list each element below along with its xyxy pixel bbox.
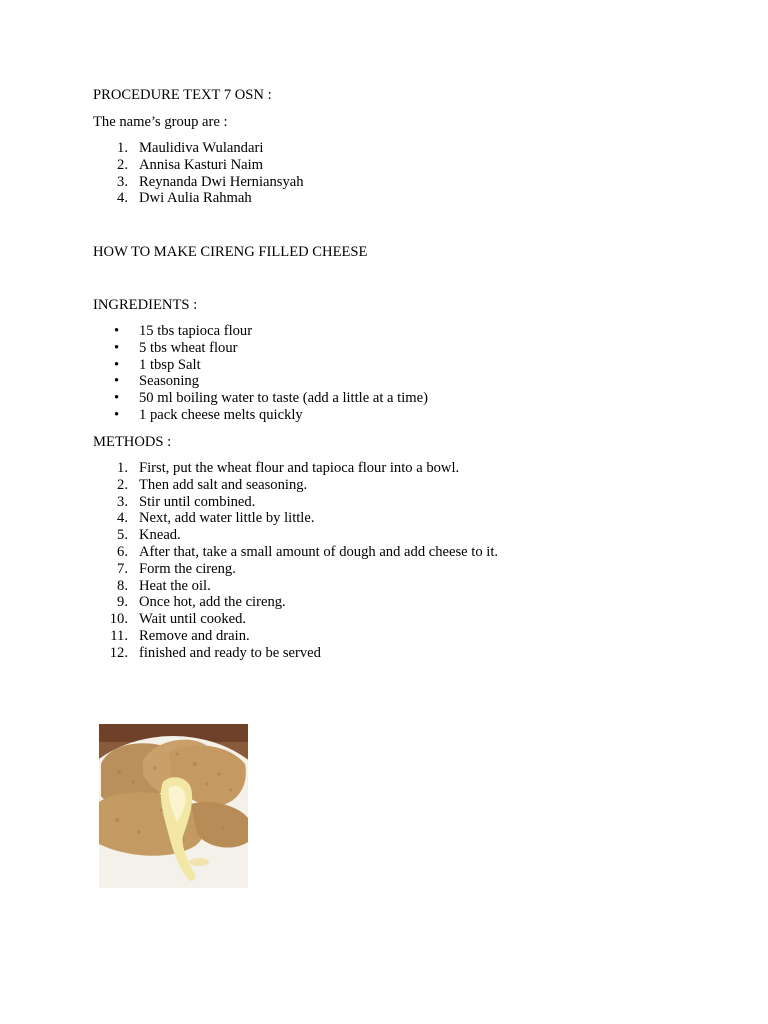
list-number: 10. — [109, 611, 128, 628]
method-step-text: Stir until combined. — [139, 493, 256, 510]
list-item — [93, 460, 653, 477]
list-item — [93, 340, 653, 357]
list-item — [93, 594, 653, 611]
list-item — [93, 174, 593, 191]
bullet-icon: • — [114, 339, 120, 356]
ingredients-heading: INGREDIENTS : — [93, 297, 198, 313]
ingredient-text: 5 tbs wheat flour — [139, 339, 238, 356]
list-number: 5. — [117, 527, 128, 544]
list-number: 9. — [117, 594, 128, 611]
list-item — [93, 190, 593, 207]
method-step-text: First, put the wheat flour and tapioca flour into a bowl. — [139, 460, 460, 476]
method-step-text: Knead. — [139, 527, 181, 544]
list-number: 2. — [117, 156, 128, 173]
list-number: 3. — [117, 173, 128, 190]
list-number: 3. — [117, 493, 128, 510]
list-item — [93, 561, 653, 578]
bullet-icon: • — [114, 373, 120, 390]
list-item — [93, 611, 653, 628]
list-number: 2. — [117, 476, 128, 493]
ingredient-text: 15 tbs tapioca flour — [139, 323, 253, 339]
list-number: 1. — [117, 140, 128, 156]
ingredient-text: Seasoning — [139, 373, 199, 390]
list-item — [93, 494, 653, 511]
method-step-text: After that, take a small amount of dough and add cheese to it. — [139, 543, 499, 560]
list-item — [93, 323, 653, 340]
list-item — [93, 645, 653, 662]
ingredient-text: 1 tbsp Salt — [139, 356, 201, 373]
method-step-text: Once hot, add the cireng. — [139, 594, 286, 611]
list-item — [93, 357, 653, 374]
list-item — [93, 527, 653, 544]
list-number: 7. — [117, 560, 128, 577]
group-member-list — [93, 140, 593, 207]
cireng-cheese-photo — [99, 724, 248, 888]
list-number: 6. — [117, 543, 128, 560]
ingredient-text: 1 pack cheese melts quickly — [139, 406, 303, 423]
methods-list — [93, 460, 653, 662]
list-item — [93, 477, 653, 494]
method-step-text: Wait until cooked. — [139, 611, 247, 628]
recipe-title: HOW TO MAKE CIRENG FILLED CHEESE — [93, 244, 368, 260]
list-item — [93, 510, 653, 527]
method-step-text: Form the cireng. — [139, 560, 236, 577]
list-number: 4. — [117, 190, 128, 207]
list-item — [93, 157, 593, 174]
methods-heading: METHODS : — [93, 434, 172, 450]
member-name: Maulidiva Wulandari — [139, 140, 264, 156]
method-step-text: Then add salt and seasoning. — [139, 476, 308, 493]
ingredient-text: 50 ml boiling water to taste (add a little at a time) — [139, 390, 428, 407]
list-number: 8. — [117, 577, 128, 594]
member-name: Dwi Aulia Rahmah — [139, 190, 252, 207]
method-step-text: Heat the oil. — [139, 577, 211, 594]
bullet-icon: • — [114, 323, 120, 339]
group-intro: The name’s group are : — [93, 114, 228, 130]
list-item — [93, 628, 653, 645]
list-number: 1. — [117, 460, 128, 476]
list-item — [93, 390, 653, 407]
list-item — [93, 407, 653, 424]
list-item — [93, 544, 653, 561]
method-step-text: finished and ready to be served — [139, 644, 321, 661]
method-step-text: Next, add water little by little. — [139, 510, 315, 527]
ingredients-list — [93, 323, 653, 424]
document-header: PROCEDURE TEXT 7 OSN : — [93, 87, 272, 103]
bullet-icon: • — [114, 356, 120, 373]
bullet-icon: • — [114, 390, 120, 407]
list-item — [93, 373, 653, 390]
member-name: Reynanda Dwi Herniansyah — [139, 173, 304, 190]
list-number: 4. — [117, 510, 128, 527]
cireng-cheese-photo-icon — [99, 724, 248, 888]
list-item — [93, 140, 593, 157]
method-step-text: Remove and drain. — [139, 627, 250, 644]
list-item — [93, 578, 653, 595]
list-number: 11. — [110, 627, 128, 644]
cheese-drip — [189, 858, 209, 866]
list-number: 12. — [109, 644, 128, 661]
member-name: Annisa Kasturi Naim — [139, 156, 264, 173]
bullet-icon: • — [114, 406, 120, 423]
